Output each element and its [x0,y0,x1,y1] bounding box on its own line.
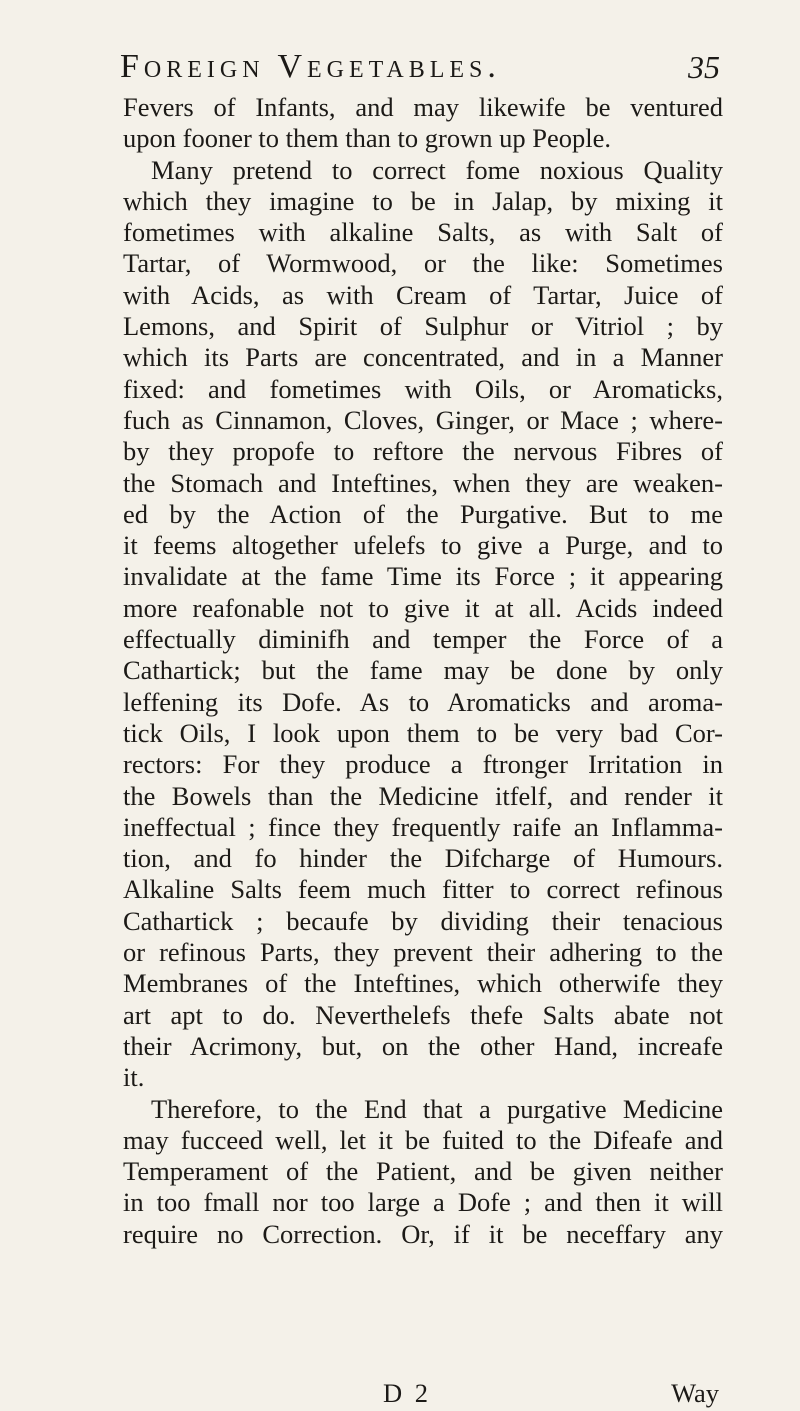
text-line: or refinous Parts, they prevent their adhering to the [123,937,723,968]
text-line: Cathartick; but the fame may be done by only [123,655,723,686]
text-line: Many pretend to correct fome noxious Quality [151,154,723,185]
text-line: the Stomach and Inteftines, when they are weaken- [123,467,723,498]
text-line: tick Oils, I look upon them to be very bad Cor- [123,717,723,748]
catchword: Way [671,1378,719,1408]
text-line: invalidate at the fame Time its Force ; it appearing [123,561,723,592]
text-line: Temperament of the Patient, and be given neither [123,1156,723,1187]
text-line: rectors: For they produce a ftronger Irritation in [123,749,723,780]
text-line: the Bowels than the Medicine itfelf, and render it [123,780,723,811]
text-line: may fucceed well, let it be fuited to the Difeafe and [123,1124,723,1155]
text-line: Fevers of Infants, and may likewife be ventured [123,92,723,122]
text-line: ed by the Action of the Purgative. But to me [123,498,723,529]
text-line: effectually diminifh and temper the Force of a [123,624,723,655]
text-line: fuch as Cinnamon, Cloves, Ginger, or Mace ; where- [123,404,723,435]
text-line: in too fmall nor too large a Dofe ; and then it will [123,1187,723,1218]
page-header [120,44,720,90]
text-line: which they imagine to be in Jalap, by mixing it [123,185,723,216]
text-line: Tartar, of Wormwood, or the like: Sometimes [123,248,723,279]
text-line: fometimes with alkaline Salts, as with Salt of [123,217,723,248]
text-line: more reafonable not to give it at all. Acids indeed [123,592,723,623]
text-line: Membranes of the Inteftines, which otherwife they [123,968,723,999]
text-line: it. [123,1062,145,1093]
text-line: art apt to do. Neverthelefs thefe Salts abate not [123,999,723,1030]
text-line: upon fooner to them than to grown up People. [123,123,611,154]
text-line: Alkaline Salts feem much fitter to correct refinous [123,874,723,905]
text-line: by they propofe to reftore the nervous Fibres of [123,436,723,467]
text-line: with Acids, as with Cream of Tartar, Juice of [123,279,723,310]
text-line: require no Correction. Or, if it be neceffary any [123,1218,723,1249]
text-line: their Acrimony, but, on the other Hand, increafe [123,1030,723,1061]
text-line: tion, and fo hinder the Difcharge of Humours. [123,843,723,874]
text-line: ineffectual ; fince they frequently raife an Inflamma- [123,811,723,842]
text-line: leffening its Dofe. As to Aromaticks and aroma- [123,686,723,717]
page-number: 35 [688,49,720,85]
signature-mark: D 2 [383,1378,432,1408]
running-head: Foreign Vegetables. [120,48,501,85]
text-line: it feems altogether ufelefs to give a Purge, and to [123,530,723,561]
text-line: Therefore, to the End that a purgative Medicine [151,1093,723,1124]
text-line: fixed: and fometimes with Oils, or Aromaticks, [123,373,723,404]
text-line: which its Parts are concentrated, and in a Manner [123,342,723,373]
text-line: Lemons, and Spirit of Sulphur or Vitriol ; by [123,311,723,342]
text-line: Cathartick ; becaufe by dividing their tenacious [123,905,723,936]
page-footer [123,1377,723,1409]
body-text [123,92,723,1250]
